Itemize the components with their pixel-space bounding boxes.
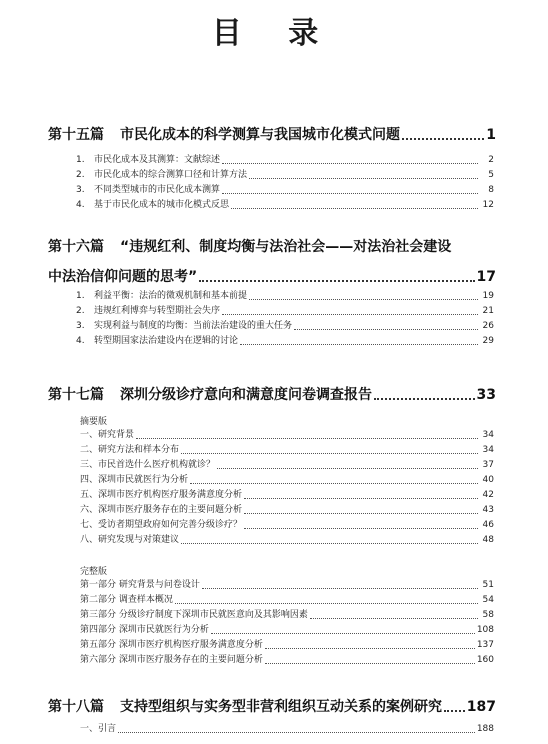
item-page: 137 [476, 640, 494, 650]
item-page: 58 [482, 610, 494, 620]
leader-dots [310, 618, 478, 619]
chapter-label: 第十五篇 [48, 127, 104, 143]
item-page: 29 [482, 336, 494, 346]
chapter-15-items [76, 152, 494, 212]
item-page: 12 [482, 200, 494, 210]
leader-dots [244, 528, 478, 529]
item-text: 第六部分 深圳市医疗服务存在的主要问题分析 [80, 655, 263, 665]
chapter-18-heading[interactable] [48, 696, 496, 716]
item-text: 第二部分 调查样本概况 [80, 595, 173, 605]
toc-item[interactable] [80, 577, 494, 592]
toc-item[interactable] [76, 182, 494, 197]
item-text: 不同类型城市的市民化成本测算 [94, 185, 221, 195]
item-index: 4. [76, 336, 85, 346]
leader-dots [294, 329, 478, 330]
toc-item[interactable] [80, 607, 494, 622]
leader-dots [374, 398, 475, 400]
chapter-17-summary-items [80, 427, 494, 547]
leader-dots [249, 299, 478, 300]
item-text: 七、受访者期望政府如何完善分级诊疗？ [80, 520, 243, 530]
toc-item[interactable] [76, 167, 494, 182]
item-text: 第五部分 深圳市医疗机构医疗服务满意度分析 [80, 640, 263, 650]
leader-dots [118, 732, 475, 733]
chapter-17-full-items [80, 577, 494, 667]
toc-item[interactable] [80, 622, 494, 637]
chapter-label: 第十七篇 [48, 387, 104, 403]
item-page: 160 [476, 655, 494, 665]
item-text: 六、深圳市医疗服务存在的主要问题分析 [80, 505, 243, 515]
item-text: 转型期国家法治建设内在逻辑的讨论 [94, 336, 239, 346]
item-page: 34 [482, 430, 494, 440]
toc-item[interactable] [80, 517, 494, 532]
item-page: 188 [476, 724, 494, 734]
leader-dots [217, 468, 478, 469]
leader-dots [222, 163, 478, 164]
section-heading-summary: 摘要版 [80, 417, 108, 427]
leader-dots [265, 648, 475, 649]
item-page: 21 [482, 306, 494, 316]
leader-dots [211, 633, 475, 634]
toc-item[interactable] [76, 333, 494, 348]
item-text: 四、深圳市民就医行为分析 [80, 475, 189, 485]
leader-dots [136, 438, 478, 439]
leader-dots [181, 543, 478, 544]
leader-dots [222, 193, 478, 194]
toc-item[interactable] [80, 652, 494, 667]
leader-dots [244, 513, 478, 514]
toc-item[interactable] [80, 442, 494, 457]
item-page: 5 [488, 170, 494, 180]
chapter-15-heading[interactable] [48, 124, 496, 144]
toc-item[interactable] [80, 487, 494, 502]
item-index: 3. [76, 321, 85, 331]
item-text: 市民化成本及其测算：文献综述 [94, 155, 221, 165]
toc-item[interactable] [76, 197, 494, 212]
item-index: 3. [76, 185, 85, 195]
toc-item[interactable] [76, 318, 494, 333]
toc-item[interactable] [80, 721, 494, 736]
item-page: 34 [482, 445, 494, 455]
item-page: 48 [482, 535, 494, 545]
leader-dots [181, 453, 478, 454]
leader-dots [444, 710, 465, 712]
chapter-page: 17 [476, 269, 496, 285]
item-index: 2. [76, 306, 85, 316]
page-title: 目 录 [211, 16, 337, 51]
item-page: 108 [476, 625, 494, 635]
leader-dots [249, 178, 478, 179]
toc-item[interactable] [80, 457, 494, 472]
item-text: 利益平衡：法治的微观机制和基本前提 [94, 291, 248, 301]
toc-item[interactable] [80, 472, 494, 487]
item-page: 42 [482, 490, 494, 500]
toc-item[interactable] [76, 303, 494, 318]
item-page: 43 [482, 505, 494, 515]
toc-item[interactable] [80, 637, 494, 652]
item-text: 一、引言 [80, 724, 117, 734]
chapter-page: 1 [486, 127, 496, 143]
item-page: 26 [482, 321, 494, 331]
leader-dots [175, 603, 478, 604]
item-index: 1. [76, 155, 85, 165]
toc-item[interactable] [76, 288, 494, 303]
toc-item[interactable] [80, 532, 494, 547]
chapter-title: 市民化成本的科学测算与我国城市化模式问题 [120, 127, 400, 143]
chapter-page: 187 [466, 699, 496, 715]
chapter-18-items [80, 721, 494, 736]
chapter-label: 第十六篇 [48, 239, 104, 255]
chapter-16-items [76, 288, 494, 348]
item-page: 54 [482, 595, 494, 605]
toc-item[interactable] [76, 152, 494, 167]
item-text: 第三部分 分级诊疗制度下深圳市民就医意向及其影响因素 [80, 610, 308, 620]
item-text: 二、研究方法和样本分布 [80, 445, 180, 455]
leader-dots [199, 280, 474, 282]
section-heading-full: 完整版 [80, 567, 108, 577]
chapter-title-line1: “违规红利、制度均衡与法治社会——对法治社会建设 [120, 239, 452, 255]
item-text: 市民化成本的综合测算口径和计算方法 [94, 170, 248, 180]
leader-dots [240, 344, 478, 345]
chapter-label: 第十八篇 [48, 699, 104, 715]
item-page: 37 [482, 460, 494, 470]
chapter-page: 33 [476, 387, 496, 403]
item-page: 40 [482, 475, 494, 485]
toc-item[interactable] [80, 502, 494, 517]
item-index: 4. [76, 200, 85, 210]
leader-dots [190, 483, 478, 484]
toc-item[interactable] [80, 427, 494, 442]
leader-dots [202, 588, 478, 589]
item-page: 46 [482, 520, 494, 530]
chapter-17-heading[interactable] [48, 384, 496, 404]
leader-dots [265, 663, 475, 664]
item-text: 违规红利博弈与转型期社会失序 [94, 306, 221, 316]
item-page: 51 [482, 580, 494, 590]
toc-item[interactable] [80, 592, 494, 607]
chapter-title: 深圳分级诊疗意向和满意度问卷调查报告 [120, 387, 372, 403]
item-page: 19 [482, 291, 494, 301]
item-text: 一、研究背景 [80, 430, 135, 440]
item-index: 1. [76, 291, 85, 301]
item-text: 第一部分 研究背景与问卷设计 [80, 580, 200, 590]
item-text: 八、研究发现与对策建议 [80, 535, 180, 545]
item-text: 五、深圳市医疗机构医疗服务满意度分析 [80, 490, 243, 500]
item-page: 2 [488, 155, 494, 165]
chapter-title-line2: 中法治信仰问题的思考” [48, 269, 198, 285]
chapter-title: 支持型组织与实务型非营利组织互动关系的案例研究 [120, 699, 442, 715]
leader-dots [222, 314, 478, 315]
item-index: 2. [76, 170, 85, 180]
leader-dots [402, 138, 484, 140]
item-text: 第四部分 深圳市民就医行为分析 [80, 625, 209, 635]
item-text: 三、市民首选什么医疗机构就诊？ [80, 460, 216, 470]
chapter-16-heading[interactable] [48, 236, 496, 286]
item-text: 基于市民化成本的城市化模式反思 [94, 200, 230, 210]
item-text: 实现利益与制度的均衡：当前法治建设的重大任务 [94, 321, 293, 331]
leader-dots [244, 498, 478, 499]
leader-dots [231, 208, 478, 209]
item-page: 8 [488, 185, 494, 195]
